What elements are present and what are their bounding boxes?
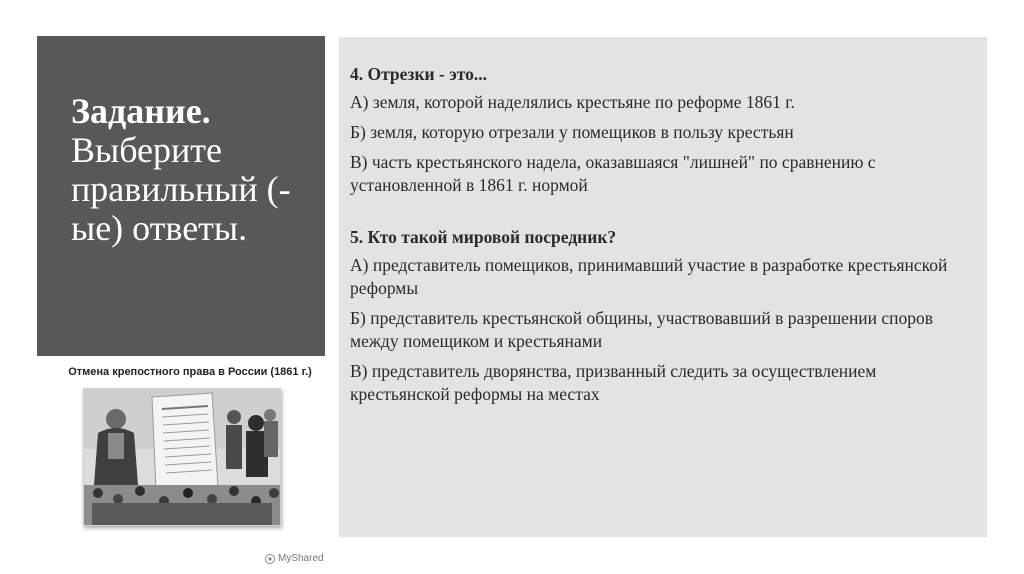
question-4 bbox=[350, 63, 967, 197]
question-title: 4. Отрезки - это... bbox=[350, 64, 488, 84]
task-title-panel bbox=[37, 36, 325, 356]
answer-option: В) часть крестьянского надела, оказавшаяся "лишней" по сравнению с установленной в 1861 г. нормой bbox=[350, 152, 876, 195]
watermark-text: MyShared bbox=[278, 553, 324, 564]
emancipation-collage-icon bbox=[84, 389, 280, 525]
illustration-caption: Отмена крепостного права в России (1861 г.) bbox=[68, 366, 312, 378]
myshared-watermark bbox=[265, 553, 324, 564]
illustration-image bbox=[83, 388, 281, 526]
answer-option: Б) представитель крестьянской общины, участвовавший в разрешении споров между помещиком и крестьянами bbox=[350, 308, 934, 351]
answer-option: В) представитель дворянства, призванный следить за осуществлением крестьянской реформы на местах bbox=[350, 361, 877, 404]
task-title-text: Выберите правильный (-ые) ответы. bbox=[71, 130, 291, 248]
answer-option: А) земля, которой наделялись крестьяне по реформе 1861 г. bbox=[350, 92, 795, 112]
answer-option: Б) земля, которую отрезали у помещиков в пользу крестьян bbox=[350, 122, 794, 142]
question-5 bbox=[350, 226, 967, 406]
task-title-bold: Задание. bbox=[71, 91, 211, 131]
question-title: 5. Кто такой мировой посредник? bbox=[350, 227, 617, 247]
questions-panel bbox=[339, 37, 987, 537]
question-spacer bbox=[350, 204, 967, 226]
answer-option: А) представитель помещиков, принимавший участие в разработке крестьянской реформы bbox=[350, 255, 948, 298]
myshared-logo-icon bbox=[265, 554, 275, 564]
